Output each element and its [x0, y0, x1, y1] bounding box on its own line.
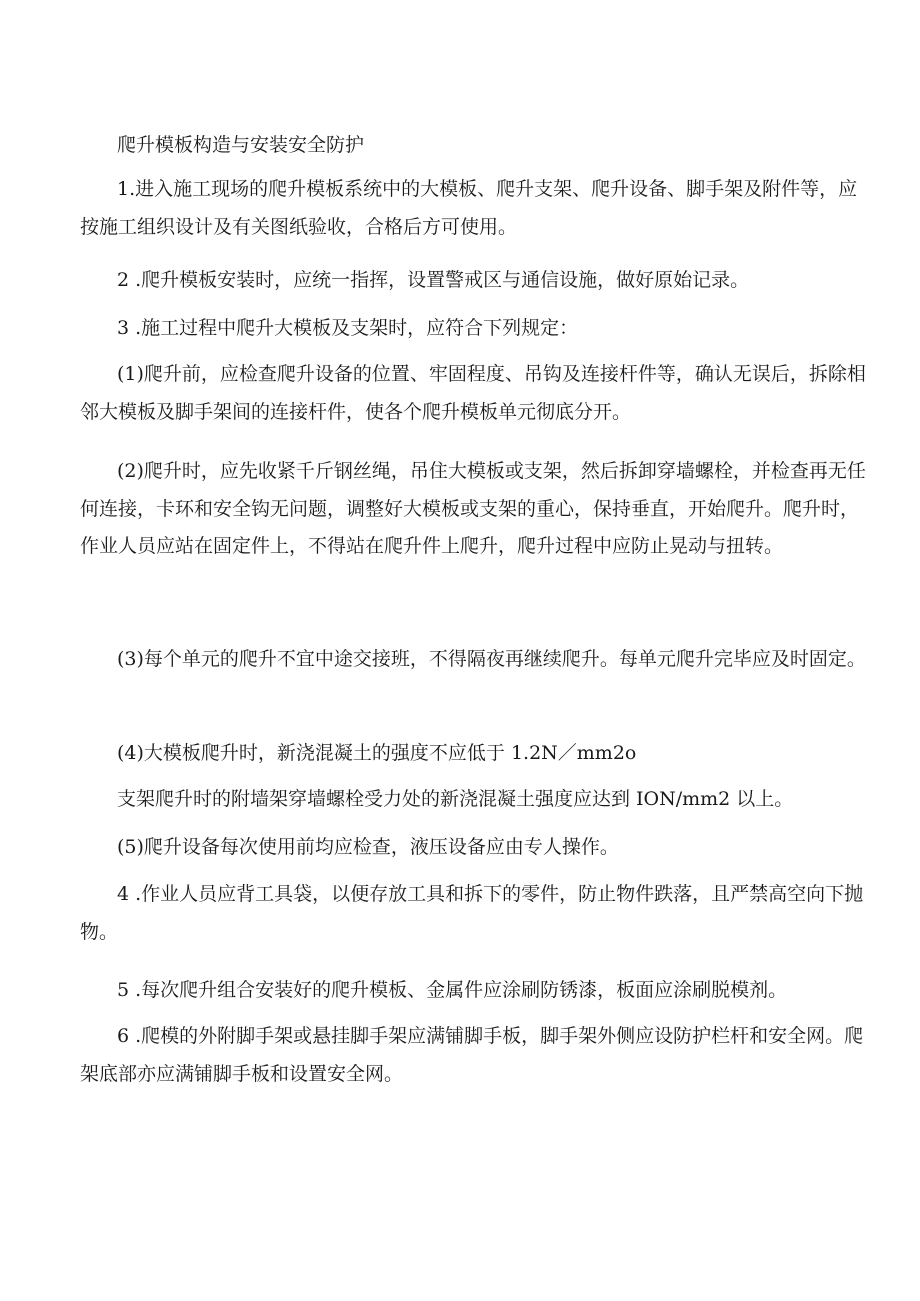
paragraph-4: (1)爬升前，应检查爬升设备的位置、牢固程度、吊钩及连接杆件等，确认无误后，拆除相邻大模板及脚手架间的连接杆件，使各个爬升模板单元彻底分开。 — [80, 363, 866, 423]
paragraph-11: 5 .每次爬升组合安装好的爬升模板、金属件应涂刷防锈漆，板面应涂刷脱模剂。 — [117, 979, 788, 1001]
paragraph-9: (5)爬升设备每次使用前均应检查，液压设备应由专人操作。 — [117, 836, 619, 858]
document-title: 爬升模板构造与安装安全防护 — [117, 134, 365, 156]
paragraph-2: 2 .爬升模板安装时，应统一指挥，设置警戒区与通信设施，做好原始记录。 — [117, 269, 750, 291]
paragraph-5: (2)爬升时，应先收紧千斤钢丝绳，吊住大模板或支架，然后拆卸穿墙螺栓，并检查再无任何连接，卡环和安全钩无问题，调整好大模板或支架的重心，保持垂直，开始爬升。爬升时，作业人员应站在固定件上，不得站在爬升件上爬升，爬升过程中应防止晃动与扭转。 — [80, 460, 866, 557]
paragraph-12: 6 .爬模的外附脚手架或悬挂脚手架应满铺脚手板，脚手架外侧应设防护栏杆和安全网。爬架底部亦应满铺脚手板和设置安全网。 — [80, 1025, 864, 1085]
paragraph-1: 1.进入施工现场的爬升模板系统中的大模板、爬升支架、爬升设备、脚手架及附件等，应按施工组织设计及有关图纸验收，合格后方可使用。 — [80, 178, 858, 238]
paragraph-10: 4 .作业人员应背工具袋，以便存放工具和拆下的零件，防止物件跌落，且严禁高空向下抛物。 — [80, 883, 864, 943]
paragraph-6: (3)每个单元的爬升不宜中途交接班，不得隔夜再继续爬升。每单元爬升完毕应及时固定。 — [117, 648, 866, 670]
paragraph-3: 3 .施工过程中爬升大模板及支架时，应符合下列规定： — [117, 317, 579, 339]
paragraph-7: (4)大模板爬升时，新浇混凝土的强度不应低于 1.2N／mm2o — [117, 742, 637, 764]
paragraph-8: 支架爬升时的附墙架穿墙螺栓受力处的新浇混凝土强度应达到 ION/mm2 以上。 — [117, 788, 794, 810]
